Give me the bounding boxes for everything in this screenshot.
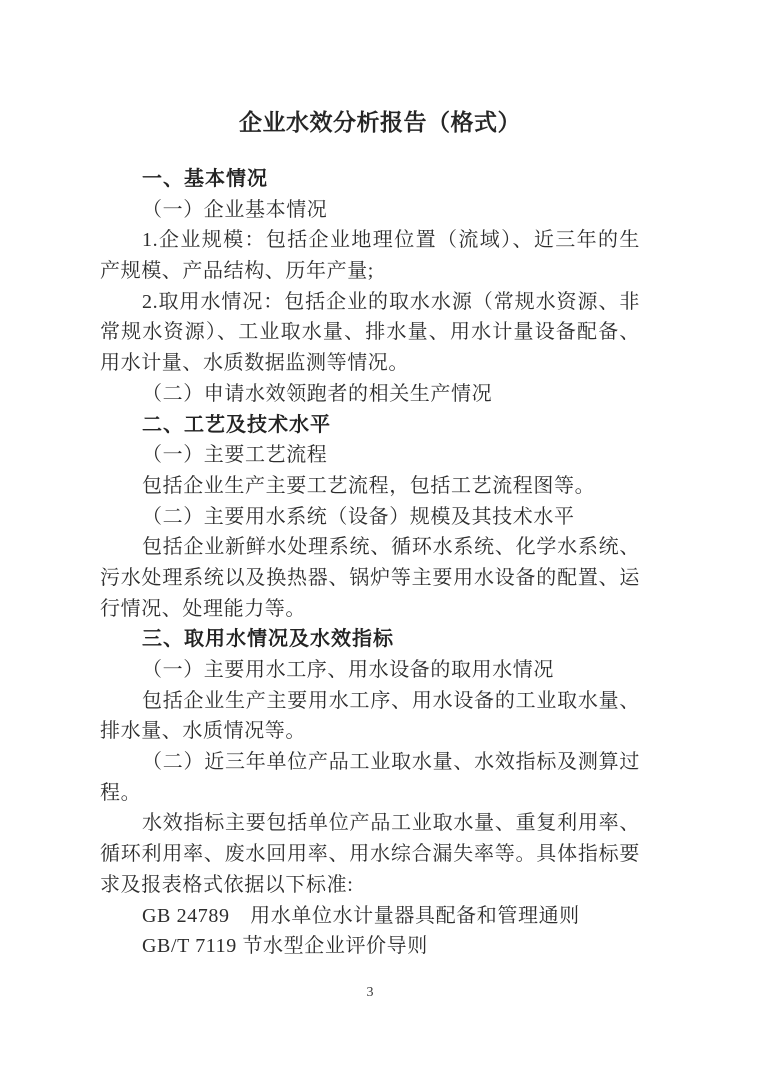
text-line: 程。 [100, 781, 142, 804]
text-line: （二）申请水效领跑者的相关生产情况 [142, 382, 493, 405]
section-heading-line: 一、基本情况 [142, 168, 268, 190]
text-line: 排水量、水质情况等。 [100, 720, 306, 743]
text-line: 包括企业生产主要工艺流程，包括工艺流程图等。 [142, 474, 596, 497]
text-line: （二）主要用水系统（设备）规模及其技术水平 [142, 505, 575, 528]
text-line: 2.取用水情况：包括企业的取水水源（常规水资源、非 [142, 290, 640, 313]
text-line: （一）企业基本情况 [142, 198, 328, 221]
text-line: GB 24789 用水单位水计量器具配备和管理通则 [142, 904, 580, 927]
section-heading-line: 三、取用水情况及水效指标 [142, 628, 394, 651]
text-line: 求及报表格式依据以下标准: [100, 873, 354, 896]
text-line: GB/T 7119 节水型企业评价导则 [142, 935, 428, 958]
text-line: 1.企业规模：包括企业地理位置（流域）、近三年的生 [142, 229, 640, 252]
text-line: 行情况、处理能力等。 [100, 597, 306, 620]
document-title: 企业水效分析报告（格式） [239, 110, 521, 135]
text-line: 常规水资源）、工业取水量、排水量、用水计量设备配备、 [100, 321, 640, 344]
text-line: 产规模、产品结构、历年产量; [100, 260, 374, 283]
text-line: （一）主要工艺流程 [142, 444, 328, 467]
document-body [100, 164, 640, 962]
text-line: 污水处理系统以及换热器、锅炉等主要用水设备的配置、运 [100, 566, 640, 589]
text-line: 循环利用率、废水回用率、用水综合漏失率等。具体指标要 [100, 843, 640, 866]
text-line: 包括企业新鲜水处理系统、循环水系统、化学水系统、 [142, 536, 640, 559]
text-line: （一）主要用水工序、用水设备的取用水情况 [142, 659, 554, 681]
text-line: 水效指标主要包括单位产品工业取水量、重复利用率、 [142, 812, 640, 835]
text-line: 用水计量、水质数据监测等情况。 [100, 352, 409, 375]
section-heading-line: 二、工艺及技术水平 [142, 413, 331, 436]
text-line: （二）近三年单位产品工业取水量、水效指标及测算过 [142, 751, 640, 774]
text-line: 包括企业生产主要用水工序、用水设备的工业取水量、 [142, 689, 640, 712]
page-number: 3 [366, 985, 374, 1000]
